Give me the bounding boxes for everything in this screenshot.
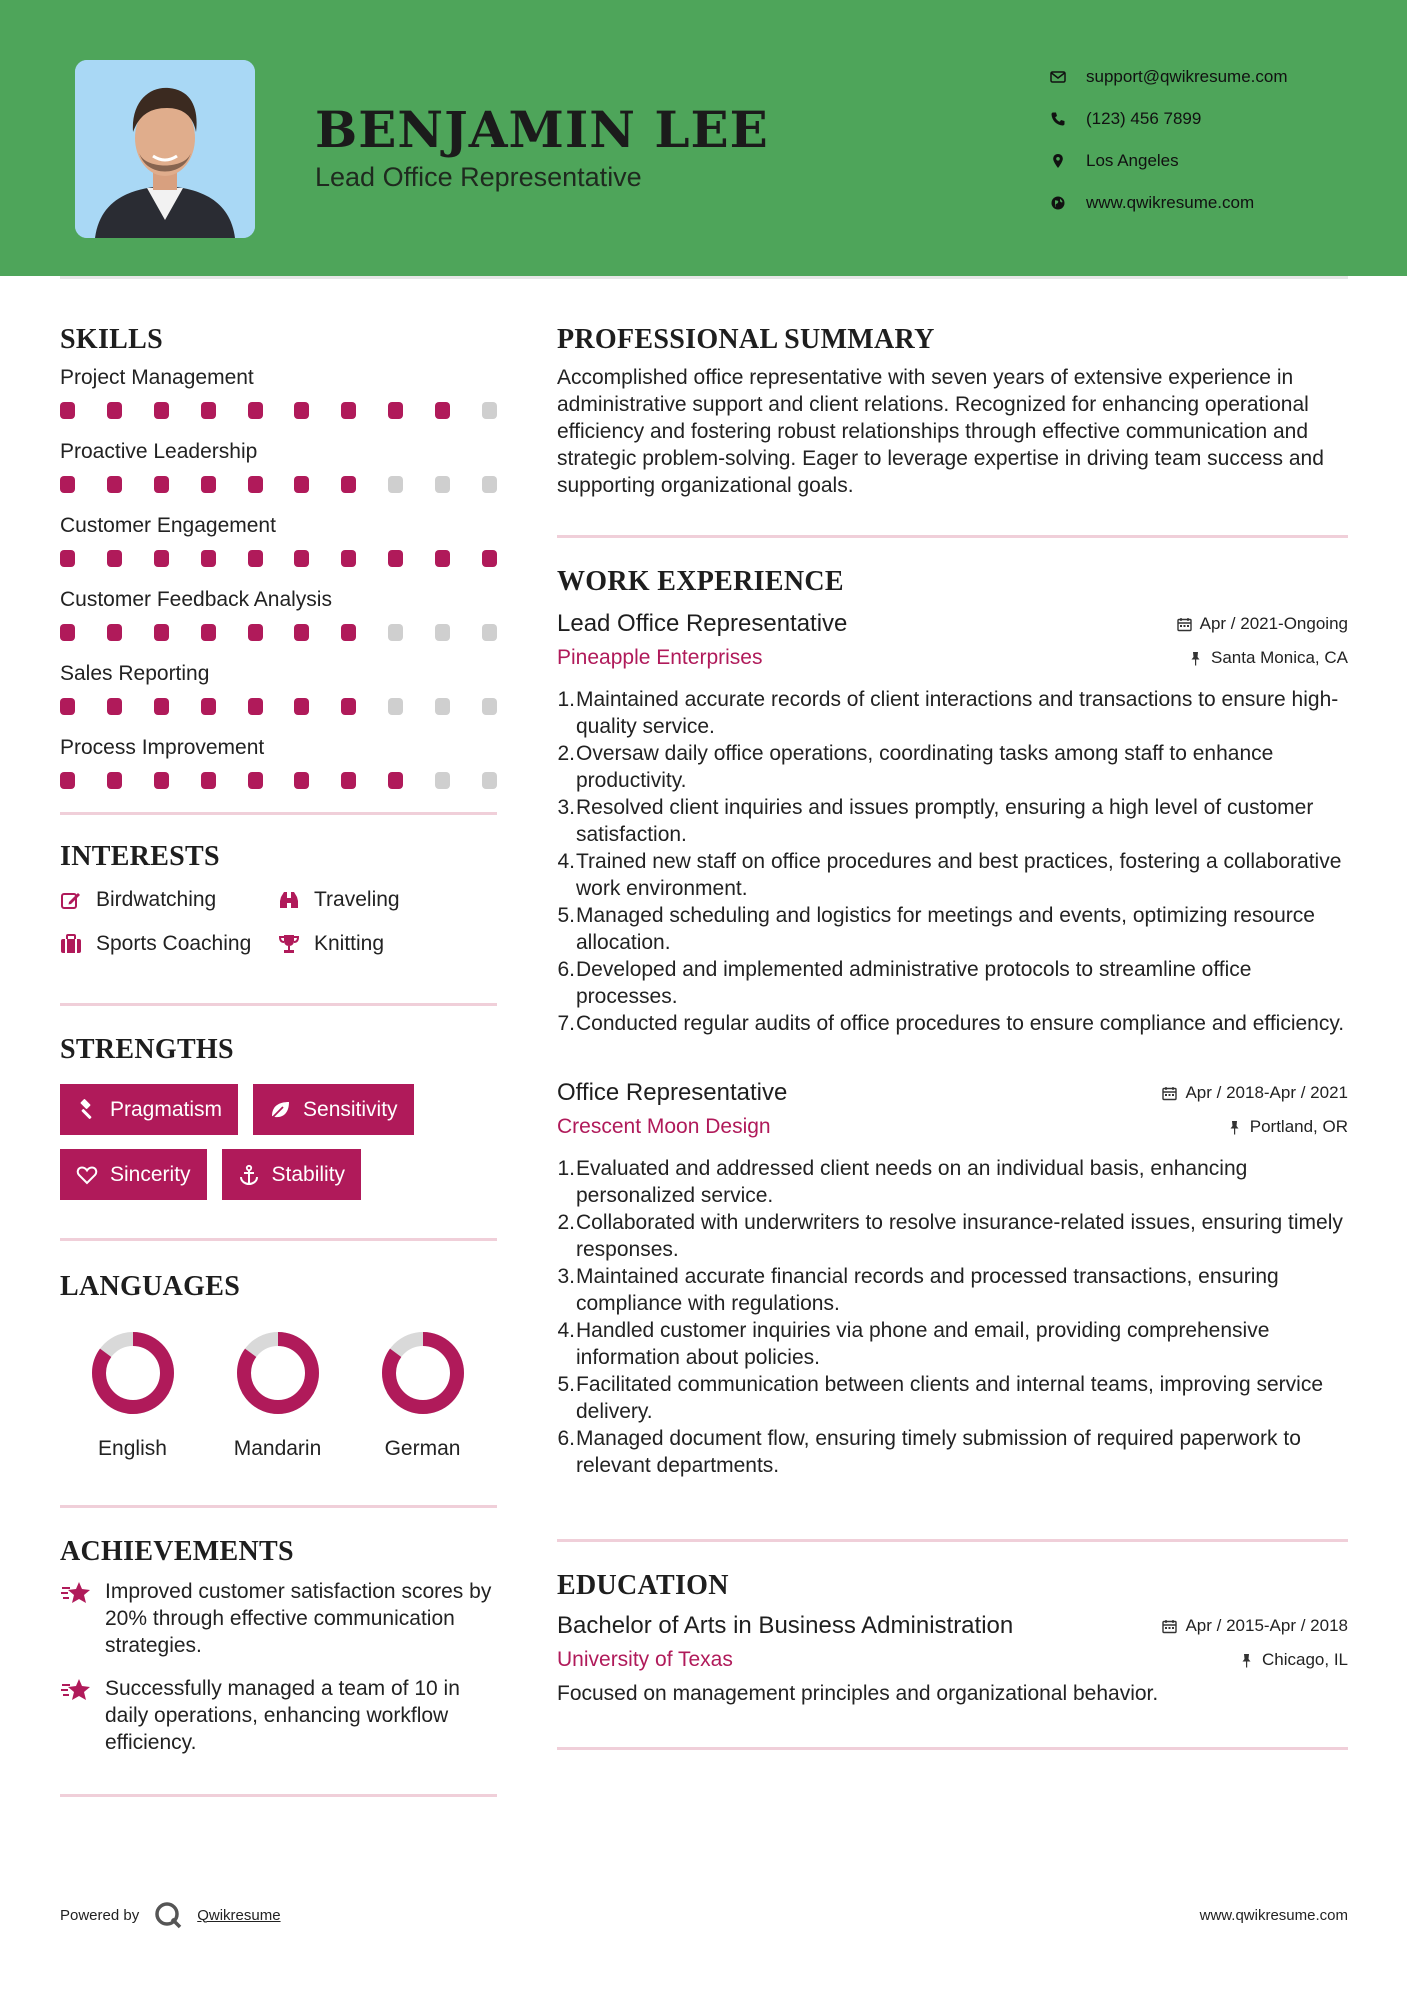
interest-label: Birdwatching [96, 888, 217, 911]
heart-icon [76, 1164, 98, 1186]
skill-name: Process Improvement [60, 736, 265, 759]
job-duty-text: Resolved client inquiries and issues promptly, ensuring a high level of customer satisfaction. [576, 796, 1314, 846]
gavel-icon [76, 1099, 98, 1121]
strength-chip [253, 1084, 414, 1135]
header-banner [0, 0, 1407, 276]
footer-website[interactable]: www.qwikresume.com [1199, 1906, 1348, 1924]
skill-name: Proactive Leadership [60, 440, 258, 463]
interest-item [60, 887, 278, 913]
skill-dot-empty [435, 476, 450, 493]
job-duty-text: Managed document flow, ensuring timely submission of required paperwork to relevant departments. [576, 1427, 1301, 1477]
pin-icon [1188, 651, 1203, 666]
skill-dot-filled [435, 402, 450, 419]
job-location [1188, 648, 1348, 668]
skill-dot-filled [154, 772, 169, 789]
achievement-text: Improved customer satisfaction scores by 20% through effective communication strategies. [105, 1580, 492, 1657]
contact-list [1050, 56, 1380, 224]
skill-dot-filled [248, 476, 263, 493]
pin-icon [1239, 1653, 1254, 1668]
job-duty-number: 2. [557, 742, 575, 765]
skill-dot-empty [482, 476, 497, 493]
achievement-item [60, 1578, 497, 1659]
skill-item [60, 438, 497, 512]
job-duty-text: Facilitated communication between clients and internal teams, improving service delivery. [576, 1373, 1324, 1423]
skills-section [60, 322, 497, 808]
skill-item [60, 734, 497, 808]
education-school: University of Texas [557, 1648, 733, 1671]
skill-name: Sales Reporting [60, 662, 210, 685]
job-duty-text: Trained new staff on office procedures and best practices, fostering a collaborative work environment. [576, 850, 1342, 900]
skill-dot-filled [60, 772, 75, 789]
job-duty-item [557, 1209, 1348, 1263]
job-duty-number: 1. [557, 1157, 575, 1180]
skill-dot-filled [388, 772, 403, 789]
skill-dot-filled [294, 772, 309, 789]
skill-dot-filled [341, 772, 356, 789]
skill-dot-filled [294, 402, 309, 419]
job-duty-item [557, 1371, 1348, 1425]
skill-dot-filled [388, 550, 403, 567]
job-duty-item [557, 1263, 1348, 1317]
header-divider [60, 276, 1348, 279]
section-divider [557, 535, 1348, 538]
skill-dot-filled [201, 402, 216, 419]
interests-title: INTERESTS [60, 841, 220, 872]
calendar-icon [1162, 1086, 1177, 1101]
binoculars-icon [278, 889, 300, 911]
education-degree: Bachelor of Arts in Business Administration [557, 1612, 1014, 1639]
job-duty-text: Conducted regular audits of office procedures to ensure compliance and efficiency. [576, 1012, 1345, 1035]
job-duty-item [557, 1155, 1348, 1209]
star-icon [60, 1677, 92, 1705]
job-duty-text: Maintained accurate financial records and processed transactions, ensuring compliance with regulations. [576, 1265, 1279, 1315]
person-avatar-icon [75, 60, 255, 238]
languages-section [60, 1271, 497, 1461]
job-entry [557, 610, 1348, 1037]
strength-label: Stability [271, 1162, 346, 1186]
job-duty-number: 5. [557, 1373, 575, 1396]
job-entry [557, 1079, 1348, 1479]
job-title: Office Representative [557, 1079, 788, 1106]
language-proficiency-ring [379, 1329, 467, 1417]
skill-level-dots [60, 540, 497, 586]
qwikresume-logo-icon [153, 1900, 183, 1930]
languages-title: LANGUAGES [60, 1271, 241, 1302]
candidate-role: Lead Office Representative [315, 162, 642, 192]
strength-chip [60, 1149, 207, 1200]
skill-level-dots [60, 614, 497, 660]
skill-dot-filled [154, 624, 169, 641]
leaf-icon [269, 1099, 291, 1121]
skill-dot-filled [341, 402, 356, 419]
job-date [1177, 614, 1348, 634]
strengths-title: STRENGTHS [60, 1034, 234, 1065]
skill-dot-filled [60, 550, 75, 567]
contact-email-text: support@qwikresume.com [1086, 67, 1288, 86]
skill-dot-filled [154, 476, 169, 493]
globe-icon [1050, 195, 1086, 211]
skill-item [60, 660, 497, 734]
section-divider [60, 1238, 497, 1241]
education-title: EDUCATION [557, 1570, 729, 1601]
skill-dot-empty [482, 624, 497, 641]
job-duty-item [557, 956, 1348, 1010]
skill-dot-empty [388, 476, 403, 493]
skill-dot-filled [248, 402, 263, 419]
candidate-name: BENJAMIN LEE [315, 100, 769, 159]
education-location [1239, 1650, 1348, 1670]
right-column [557, 322, 1348, 1750]
skills-title: SKILLS [60, 324, 163, 355]
job-duty-item [557, 902, 1348, 956]
job-duty-text: Oversaw daily office operations, coordinating tasks among staff to enhance productivity. [576, 742, 1274, 792]
education-date [1162, 1616, 1348, 1636]
skill-dot-filled [341, 476, 356, 493]
skill-name: Customer Engagement [60, 514, 276, 537]
strength-label: Pragmatism [110, 1097, 223, 1121]
interest-item [278, 887, 488, 913]
skill-dot-filled [388, 402, 403, 419]
language-name: English [98, 1437, 167, 1460]
job-location-text: Santa Monica, CA [1210, 648, 1348, 667]
language-item [205, 1329, 350, 1461]
skill-dot-filled [201, 698, 216, 715]
skill-dot-empty [435, 624, 450, 641]
language-item [350, 1329, 495, 1461]
strengths-section [60, 1034, 497, 1200]
skill-dot-filled [294, 476, 309, 493]
language-proficiency-ring [234, 1329, 322, 1417]
skill-dot-filled [435, 550, 450, 567]
skill-dot-filled [482, 550, 497, 567]
achievement-text: Successfully managed a team of 10 in daily operations, enhancing workflow efficiency. [105, 1677, 460, 1754]
experience-title: WORK EXPERIENCE [557, 566, 844, 597]
contact-phone[interactable] [1050, 98, 1380, 140]
skill-dot-filled [248, 550, 263, 567]
skill-dot-filled [107, 550, 122, 567]
section-divider [60, 812, 497, 815]
briefcase-icon [60, 933, 82, 955]
skill-dot-filled [341, 550, 356, 567]
skill-dot-filled [154, 550, 169, 567]
skill-dot-filled [294, 698, 309, 715]
job-title: Lead Office Representative [557, 610, 848, 637]
job-duty-text: Developed and implemented administrative protocols to streamline office processes. [576, 958, 1252, 1008]
skill-name: Customer Feedback Analysis [60, 588, 332, 611]
job-duty-number: 4. [557, 850, 575, 873]
skill-item [60, 512, 497, 586]
language-name: Mandarin [233, 1437, 322, 1460]
skill-dot-empty [388, 624, 403, 641]
experience-section [557, 566, 1348, 1479]
job-duties-list [557, 686, 1348, 1037]
job-date [1162, 1083, 1348, 1103]
skill-dot-empty [482, 698, 497, 715]
skill-dot-filled [294, 624, 309, 641]
qwikresume-link[interactable]: Qwikresume [197, 1906, 281, 1924]
skill-dot-filled [107, 402, 122, 419]
skill-level-dots [60, 466, 497, 512]
contact-email[interactable] [1050, 56, 1380, 98]
skill-dot-filled [341, 624, 356, 641]
job-company: Pineapple Enterprises [557, 646, 763, 669]
pencil-square-icon [60, 889, 82, 911]
job-duty-item [557, 848, 1348, 902]
skill-dot-filled [107, 772, 122, 789]
map-pin-icon [1050, 153, 1086, 169]
skill-dot-filled [248, 624, 263, 641]
skill-dot-empty [435, 698, 450, 715]
education-section [557, 1570, 1348, 1707]
strength-label: Sensitivity [303, 1097, 398, 1121]
job-duty-number: 6. [557, 958, 575, 981]
summary-text: Accomplished office representative with seven years of extensive experience in administrative support and client relations. Recognized for enhancing operational efficiency and fostering robust relationships through effective communication and strategic problem-solving. Eager to leverage expertise in driving team success and supporting organizational goals. [557, 366, 1324, 497]
job-duty-item [557, 1010, 1348, 1037]
job-duty-item [557, 740, 1348, 794]
achievement-item [60, 1675, 497, 1756]
job-duty-number: 3. [557, 796, 575, 819]
star-icon [60, 1580, 92, 1608]
section-divider [557, 1539, 1348, 1542]
skill-dot-filled [60, 476, 75, 493]
education-location-text: Chicago, IL [1262, 1650, 1348, 1669]
anchor-icon [238, 1164, 260, 1186]
job-date-text: Apr / 2021-Ongoing [1199, 614, 1348, 633]
job-duty-number: 2. [557, 1211, 575, 1234]
skill-dot-filled [201, 550, 216, 567]
job-duty-item [557, 794, 1348, 848]
skill-dot-filled [107, 624, 122, 641]
skill-dot-filled [248, 772, 263, 789]
job-location [1227, 1117, 1348, 1137]
job-duties-list [557, 1155, 1348, 1479]
interest-label: Knitting [314, 932, 385, 955]
job-duty-number: 5. [557, 904, 575, 927]
envelope-icon [1050, 69, 1086, 85]
contact-phone-text: (123) 456 7899 [1086, 109, 1202, 128]
summary-title: PROFESSIONAL SUMMARY [557, 324, 935, 355]
contact-website[interactable] [1050, 182, 1380, 224]
skill-dot-filled [201, 772, 216, 789]
education-date-text: Apr / 2015-Apr / 2018 [1185, 1616, 1348, 1635]
job-location-text: Portland, OR [1249, 1117, 1348, 1136]
skill-dot-filled [154, 402, 169, 419]
skill-dot-filled [201, 476, 216, 493]
skill-dot-filled [107, 476, 122, 493]
job-company: Crescent Moon Design [557, 1115, 771, 1138]
skill-name: Project Management [60, 366, 254, 389]
job-duty-text: Collaborated with underwriters to resolve insurance-related issues, ensuring timely responses. [576, 1211, 1343, 1261]
skill-dot-filled [248, 698, 263, 715]
skill-dot-filled [60, 698, 75, 715]
job-duty-item [557, 1317, 1348, 1371]
job-duty-number: 6. [557, 1427, 575, 1450]
job-duty-number: 1. [557, 688, 575, 711]
skill-item [60, 586, 497, 660]
interest-label: Traveling [314, 888, 400, 911]
skill-dot-empty [388, 698, 403, 715]
section-divider [60, 1794, 497, 1797]
phone-icon [1050, 111, 1086, 127]
profile-photo [75, 60, 255, 238]
strength-chip [222, 1149, 362, 1200]
skill-dot-empty [482, 772, 497, 789]
job-duty-item [557, 1425, 1348, 1479]
contact-location-text: Los Angeles [1086, 151, 1179, 170]
footer [60, 1900, 1348, 1930]
section-divider [60, 1505, 497, 1508]
powered-by-label: Powered by [60, 1906, 140, 1924]
skill-dot-filled [294, 550, 309, 567]
contact-website-text: www.qwikresume.com [1086, 193, 1255, 212]
skill-dot-filled [201, 624, 216, 641]
skill-dot-empty [435, 772, 450, 789]
job-duty-text: Maintained accurate records of client interactions and transactions to ensure high-quality service. [576, 688, 1339, 738]
skill-dot-empty [482, 402, 497, 419]
job-duty-text: Evaluated and addressed client needs on an individual basis, enhancing personalized service. [576, 1157, 1248, 1207]
section-divider [557, 1747, 1348, 1750]
powered-by [60, 1900, 281, 1930]
skill-level-dots [60, 392, 497, 438]
interests-section [60, 841, 497, 957]
skill-dot-filled [60, 624, 75, 641]
achievements-title: ACHIEVEMENTS [60, 1536, 294, 1567]
job-duty-number: 3. [557, 1265, 575, 1288]
language-proficiency-ring [89, 1329, 177, 1417]
skill-item [60, 364, 497, 438]
job-duty-text: Managed scheduling and logistics for meetings and events, optimizing resource allocation. [576, 904, 1315, 954]
left-column [60, 322, 497, 1797]
pin-icon [1227, 1120, 1242, 1135]
achievements-section [60, 1536, 497, 1756]
trophy-icon [278, 933, 300, 955]
job-duty-number: 4. [557, 1319, 575, 1342]
skill-dot-filled [107, 698, 122, 715]
interest-item [278, 931, 488, 957]
job-duty-text: Handled customer inquiries via phone and email, providing comprehensive information about policies. [576, 1319, 1270, 1369]
job-date-text: Apr / 2018-Apr / 2021 [1185, 1083, 1348, 1102]
skill-level-dots [60, 762, 497, 808]
skill-level-dots [60, 688, 497, 734]
language-name: German [384, 1437, 461, 1460]
skill-dot-filled [341, 698, 356, 715]
interest-label: Sports Coaching [96, 932, 252, 955]
job-duty-item [557, 686, 1348, 740]
language-item [60, 1329, 205, 1461]
strength-label: Sincerity [110, 1162, 191, 1186]
strength-chip [60, 1084, 238, 1135]
education-description: Focused on management principles and organizational behavior. [557, 1682, 1159, 1705]
section-divider [60, 1003, 497, 1006]
calendar-icon [1162, 1619, 1177, 1634]
interest-item [60, 931, 278, 957]
skill-dot-filled [60, 402, 75, 419]
contact-location [1050, 140, 1380, 182]
skill-dot-filled [154, 698, 169, 715]
job-duty-number: 7. [557, 1012, 575, 1035]
calendar-icon [1177, 617, 1192, 632]
summary-section [557, 322, 1348, 499]
